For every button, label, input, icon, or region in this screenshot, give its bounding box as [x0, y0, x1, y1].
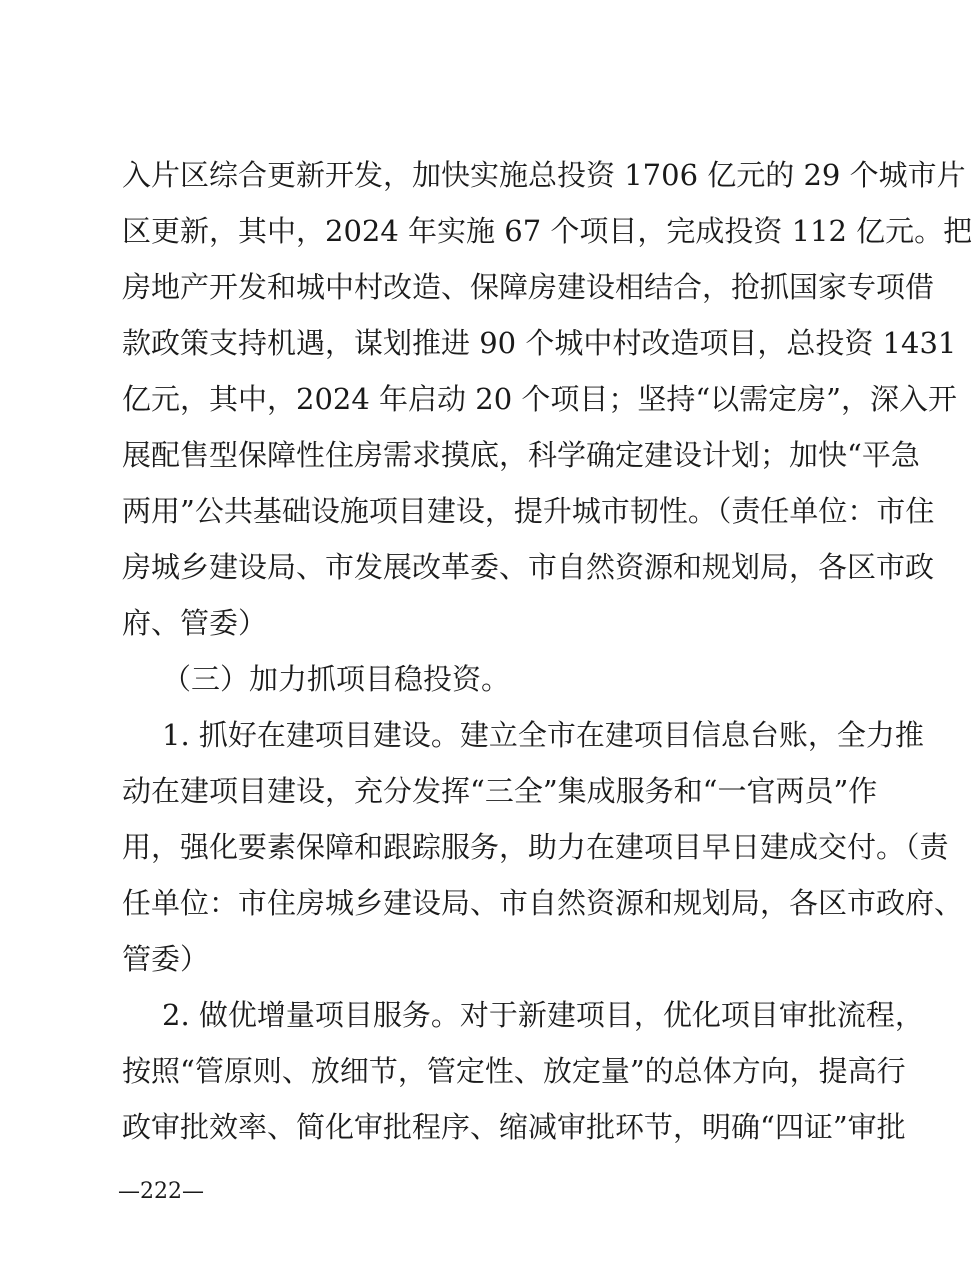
body-text-line: 1. 抓好在建项目建设。建立全市在建项目信息台账，全力推 [162, 718, 924, 752]
body-text-line: 用，强化要素保障和跟踪服务，助力在建项目早日建成交付。（责 [122, 830, 949, 864]
body-text-line: 入片区综合更新开发，加快实施总投资 1706 亿元的 29 个城市片 [122, 158, 966, 192]
body-text-line: 两用”公共基础设施项目建设，提升城市韧性。（责任单位：市住 [122, 494, 935, 528]
body-text-line: 政审批效率、简化审批程序、缩减审批环节，明确“四证”审批 [122, 1110, 906, 1144]
body-text-line: 房城乡建设局、市发展改革委、市自然资源和规划局，各区市政 [122, 550, 935, 584]
body-text-line: 款政策支持机遇，谋划推进 90 个城中村改造项目，总投资 1431 [122, 326, 957, 360]
body-text-line: 亿元，其中，2024 年启动 20 个项目；坚持“以需定房”，深入开 [122, 382, 958, 416]
body-text-line: 房地产开发和城中村改造、保障房建设相结合，抢抓国家专项借 [122, 270, 935, 304]
body-text-line: 展配售型保障性住房需求摸底，科学确定建设计划；加快“平急 [122, 438, 920, 472]
body-text-line: 区更新，其中，2024 年实施 67 个项目，完成投资 112 亿元。把 [122, 214, 972, 248]
section-heading: （三）加力抓项目稳投资。 [162, 662, 511, 696]
body-text-line: 按照“管原则、放细节，管定性、放定量”的总体方向，提高行 [122, 1054, 906, 1088]
page-number: —222— [118, 1179, 204, 1204]
body-text-line: 任单位：市住房城乡建设局、市自然资源和规划局，各区市政府、 [122, 886, 964, 920]
body-text-line: 府、管委） [122, 606, 268, 640]
body-text-line: 2. 做优增量项目服务。对于新建项目，优化项目审批流程， [162, 998, 924, 1032]
body-text-line: 管委） [122, 942, 210, 976]
body-text-line: 动在建项目建设，充分发挥“三全”集成服务和“一官两员”作 [122, 774, 878, 808]
